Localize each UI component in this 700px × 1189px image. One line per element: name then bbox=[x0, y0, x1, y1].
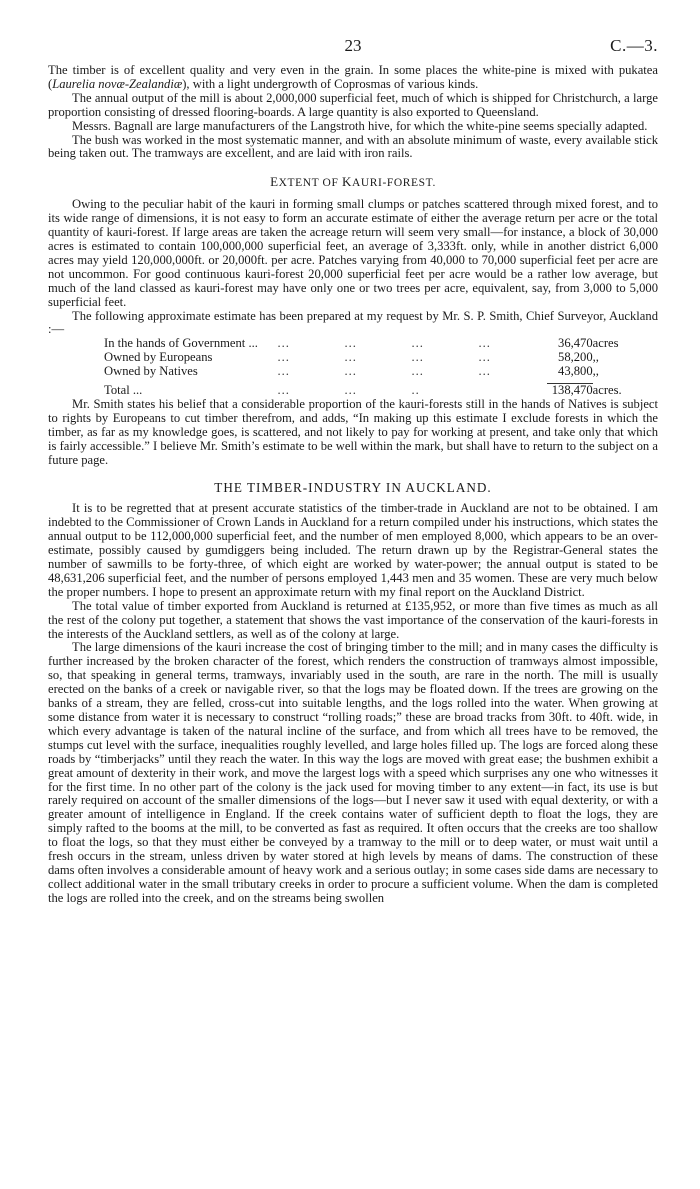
leader-dots: ... ... .. bbox=[277, 382, 420, 397]
estimate-label: Owned by Natives bbox=[104, 364, 198, 379]
paragraph-export-value: The total value of timber exported from Auckland is returned at £135,952, or more than five times as much as all the rest of the colony put together, a statement that shows the vast importance of the conservation of the kauri-forests in the interests of the Auckland settlers, as well as of the colony at large. bbox=[48, 598, 658, 641]
estimate-value: 36,470 bbox=[558, 336, 593, 351]
species-name: Laurelia novæ-Zealandiæ bbox=[52, 76, 183, 91]
page-header bbox=[48, 36, 658, 64]
estimate-unit: ,, bbox=[592, 364, 599, 379]
estimate-unit: acres bbox=[592, 336, 619, 351]
acreage-estimate-table bbox=[104, 337, 658, 398]
paragraph-log-transport: The large dimensions of the kauri increase the cost of bringing timber to the mill; and in many cases the difficulty is further increased by the broken character of the forest, which renders the construction of tramways almost impossible, so, that speaking in general terms, tramways, invariably used in the south, are rare in the north. The mill is usually erected on the banks of a creek or navigable river, so that the logs may be floated down. If the trees are growing on the banks of a stream, they are felled, cross-cut into suitable lengths, and the logs rolled into the water. When growing at some distance from water it is necessary to construct “rolling roads;” these are broad tracks from 30ft. to 40ft. wide, in which every advantage is taken of the natural incline of the surface, and from which all trees have to be removed, the stumps cut level with the surface, inequalities roughly levelled, and large holes filled up. The logs are forced along these roads by “timberjacks” until they reach the water. In this way the logs are moved with great ease; the bushmen exhibit a great amount of dexterity in their work, and move the largest logs with a speed which surprises any one who witnesses it for the first time. In no other part of the colony is the jack used for moving timber to any extent—in fact, its use is but rarely required on account of the smaller dimensions of the logs—but I never saw it used with equal dexterity, or with a greater amount of intelligence in England. If the creek contains water of sufficient depth to float the logs, they are simply rafted to the booms at the mill, to be converted as fast as required. It often occurs that the creeks are too shallow to float the logs, so that they must either be conveyed by a tramway to the mill or to deep water, or must wait until a fresh occurs in the stream, unless driven by water stored at high levels by means of dams. The construction of these dams often involves a considerable amount of heavy work and a serious outlay; in some cases side dams are necessary to collect additional water in the small tributary creeks in order to procure a sufficient volume. When the dam is completed the logs are rolled into the creek, and on the streams being swollen bbox=[48, 640, 658, 905]
estimate-value: 43,800 bbox=[558, 364, 593, 379]
paragraph-annual-output: The annual output of the mill is about 2,000,000 superficial feet, much of which is shipped for Christchurch, a large proportion consisting of dressed flooring-boards. A large quantity is also exported to Queensland. bbox=[48, 90, 658, 119]
total-label: Total ... bbox=[104, 382, 143, 397]
paragraph-bagnall: Messrs. Bagnall are large manufacturers of the Langstroth hive, for which the white-pine seems specially adapted. bbox=[72, 118, 648, 133]
paragraph-estimate-intro: The following approximate estimate has been prepared at my request by Mr. S. P. Smith, Chief Surveyor, Auckland :— bbox=[48, 308, 658, 337]
total-unit: acres. bbox=[592, 382, 622, 397]
leader-dots: ... ... ... ... bbox=[277, 336, 491, 351]
estimate-row bbox=[104, 351, 658, 365]
estimate-value: 58,200 bbox=[558, 350, 593, 365]
section-heading-timber-industry: THE TIMBER-INDUSTRY IN AUCKLAND. bbox=[214, 480, 492, 496]
estimate-total-row bbox=[104, 384, 658, 398]
body-text bbox=[48, 64, 658, 906]
total-value: 138,470 bbox=[547, 384, 592, 398]
paragraph-smith-belief: Mr. Smith states his belief that a considerable proportion of the kauri-forests still in the hands of Natives is subject to rights by Europeans to cut timber therefrom, and adds, “In making up this estimate I exclude forests in which the timber, as far as my knowledge goes, is scattered, and not likely to pay for working at present, and take only that which is fairly accessible.” I believe Mr. Smith’s estimate to be well within the mark, but shall have to return to the subject on a future page. bbox=[48, 396, 658, 467]
estimate-row bbox=[104, 337, 658, 351]
paragraph-statistics: It is to be regretted that at present accurate statistics of the timber-trade in Auckland are not to be obtained. I am indebted to the Commissioner of Crown Lands in Auckland for a return compiled under his instructions, which states the annual output to be 112,000,000 superficial feet, and the number of men employed 8,000, which appears to be an over-estimate, possibly caused by gumdiggers being included. The return drawn up by the Registrar-General states the number of sawmills to be forty-three, of which eight are worked by water-power; the annual output is stated to be 48,631,206 superficial feet, and the number of persons employed 1,443 men and 35 women. These are very much below the proper numbers. I hope to present an approximate return with my final report on the Auckland District. bbox=[48, 501, 658, 599]
estimate-label: In the hands of Government ... bbox=[104, 336, 258, 351]
section-heading-kauri-forest: EXTENT OF KAURI-FOREST. bbox=[270, 174, 436, 190]
estimate-label: Owned by Europeans bbox=[104, 350, 213, 365]
paragraph-timber-quality: The timber is of excellent quality and very even in the grain. In some places the white-pine is mixed with pukatea (Laurelia novæ-Zealandiæ), with a light undergrowth of Coprosmas of various kinds. bbox=[48, 63, 658, 91]
document-reference: C.—3. bbox=[610, 36, 658, 55]
page-number: 23 bbox=[344, 36, 362, 55]
estimate-row bbox=[104, 365, 658, 379]
leader-dots: ... ... ... ... bbox=[277, 350, 491, 365]
estimate-unit: ,, bbox=[592, 350, 599, 365]
paragraph-kauri-habit: Owing to the peculiar habit of the kauri in forming small clumps or patches scattered through mixed forest, and to its wide range of dimensions, it is not easy to form an accurate estimate of either the average return per acre or the total quantity of kauri-forest. If large areas are taken the acreage return will seem very small—for instance, a block of 30,000 acres is estimated to contain 100,000,000 superficial feet, an average of 3,333ft. only, while in another district 6,000 acres may yield 120,000,000ft. or 20,000ft. per acre. Patches varying from 40,000 to 70,000 superficial feet per acre are not uncommon. For good continuous kauri-forest 20,000 superficial feet per acre would be a rather low average, but much of the land classed as kauri-forest may have only one or two trees per acre, equivalent, say, from 3,000 to 5,000 superficial feet. bbox=[48, 197, 658, 309]
leader-dots: ... ... ... ... bbox=[277, 364, 491, 379]
paragraph-bush-worked: The bush was worked in the most systematic manner, and with an absolute minimum of waste, every available stick being taken out. The tramways are excellent, and are laid with iron rails. bbox=[48, 132, 658, 161]
